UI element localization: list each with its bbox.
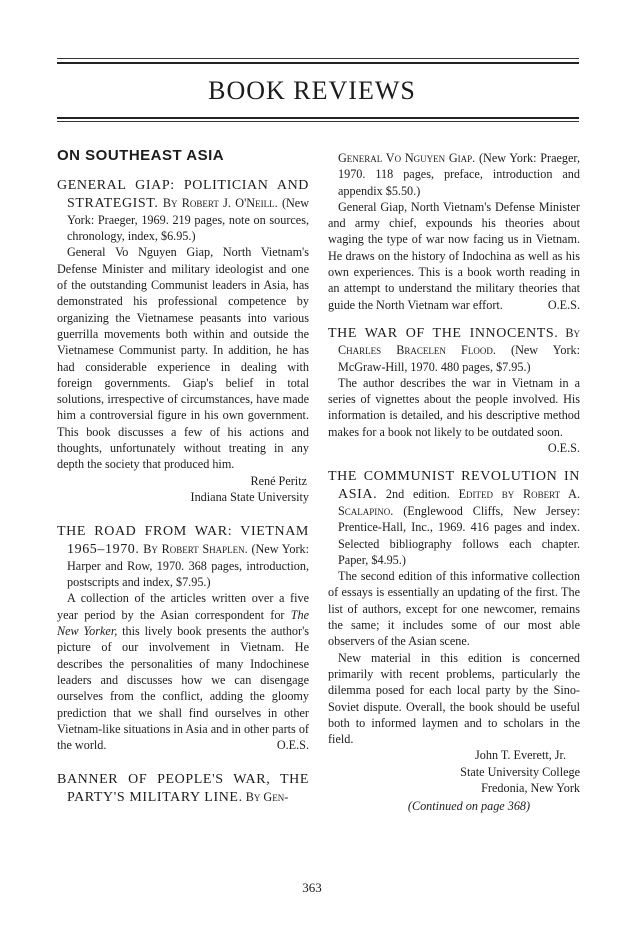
book-title: THE COMMUNIST REVOLUTION IN ASIA. — [328, 469, 580, 502]
left-column — [57, 147, 310, 806]
review-banner-continued — [328, 150, 580, 313]
review-citation — [57, 177, 309, 244]
review-body: General Giap, North Vietnam's Defense Minister and army chief, expounds his theories about waging the type of war now facing us in Vietnam. He draws on the history of Indochina as well as his own experiences. This is a book worth reading in an attempt to understand the military theories that guide the North Vietnam war effort. O.E.S. — [328, 199, 580, 312]
review-general-giap — [57, 177, 309, 505]
review-body-2: New material in this edition is concerned primarily with recent problems, particularly the dilemma posed for each local party by the Sino-Soviet dispute. Overall, the book should be useful both to informed laymen and to scholars in the field. — [328, 650, 580, 747]
reviewer-name: René Peritz — [250, 473, 307, 488]
publication-info: (New York: Harper and Row, 1970. 368 pages, introduction, postscripts and index, $7.95.) — [67, 541, 309, 590]
top-rule-2 — [57, 62, 579, 64]
review-communist-revolution — [328, 468, 580, 814]
continued-note: (Continued on page 368) — [407, 799, 531, 814]
book-author: Robert Shaplen. — [161, 541, 248, 556]
magazine-title: The New Yorker, — [57, 607, 309, 639]
by-label: By — [143, 541, 158, 556]
review-citation — [328, 325, 580, 375]
review-body-1: The second edition of this informative collection of essays is essentially an updating of the first. The list of authors, except for one newcomer, remains the same; it includes some of our most able observers of the Asian scene. — [328, 569, 580, 649]
review-body: General Vo Nguyen Giap, North Vietnam's Defense Minister and military ideologist and one of the outstanding Communist leaders in Asia, has demonstrated his professional competence by organizing the Vietnamese peasants into various guerrilla movements both within and outside the Vietnamese Communist party. In addition, he has had considerable experience in dealing with foreign governments. Giap's belief in total solutions, irrespective of circumstances, have made him a controversial figure in his own government. This book discusses a few of his actions and thoughts, unfortunately without treating in any depth the society that produced him. — [57, 245, 309, 472]
reviewer-affiliation: State University College — [460, 764, 580, 779]
bottom-rule-1 — [57, 117, 579, 119]
book-editor: Robert A. Scalapino. — [338, 486, 581, 518]
review-road-from-war — [57, 523, 309, 753]
review-body: The author describes the war in Vietnam in a series of vignettes about the people involved. His information is detailed, and his descriptive method makes for a book not likely to be outdated soon. O.E.S. — [328, 375, 580, 456]
publication-info: (New York: Praeger, 1970. 118 pages, preface, introduction and appendix $5.50.) — [338, 151, 581, 198]
reviewer-affiliation: Indiana State University — [190, 489, 309, 504]
reviewer-location: Fredonia, New York — [481, 780, 580, 795]
book-author: Gen- — [263, 789, 289, 804]
book-edition: 2nd edition. — [385, 486, 450, 501]
book-title: THE WAR OF THE INNOCENTS. — [328, 325, 559, 341]
publication-info: (New York: McGraw-Hill, 1970. 480 pages, $7.95.) — [338, 343, 580, 374]
edited-by-label: Edited by — [458, 486, 515, 501]
by-label: By — [162, 195, 178, 210]
review-citation — [328, 468, 580, 568]
book-title: THE ROAD FROM WAR: VIETNAM 1965–1970. — [57, 524, 309, 557]
publication-info: (New York: Praeger, 1969. 219 pages, note on sources, chronology, index, $6.95.) — [67, 195, 310, 244]
top-rule-1 — [57, 58, 579, 59]
section-heading: ON SOUTHEAST ASIA — [57, 147, 225, 164]
page-number: 363 — [302, 880, 322, 895]
page-title: BOOK REVIEWS — [208, 76, 416, 105]
book-author: Robert J. O'Neill. — [181, 195, 278, 210]
book-author: Charles Bracelen Flood. — [338, 343, 496, 358]
review-citation — [57, 523, 309, 590]
review-citation-start — [57, 771, 309, 806]
book-title: BANNER OF PEOPLE'S WAR, THE PARTY'S MILITARY LINE. — [57, 772, 309, 805]
by-label: By — [565, 325, 581, 340]
reviewer-name: John T. Everett, Jr. — [475, 748, 566, 763]
by-label: By — [245, 789, 261, 804]
right-column — [328, 150, 580, 827]
book-author-continued: General Vo Nguyen Giap. — [338, 151, 476, 165]
reviewer-initials: O.E.S. — [547, 441, 580, 456]
review-war-of-innocents — [328, 325, 580, 456]
publication-info: (Englewood Cliffs, New Jersey: Prentice-Hall, Inc., 1969. 416 pages and index. Selected bibliography follows each chapter. Paper, $4.95.) — [338, 503, 581, 567]
reviewer-initials: O.E.S. — [276, 738, 309, 753]
review-body: A collection of the articles written over a five year period by the Asian correspondent for The New Yorker, this lively book presents the author's picture of our involvement in Vietnam. He describes the personalities of many Indochinese leaders and discusses how we can disengage ourselves from the conflict, adding the gloomy prediction that we shall find ourselves in other Vietnam-like situations in Asia and in other parts of the world. O.E.S. — [57, 591, 310, 753]
review-citation-continued — [328, 150, 580, 199]
review-banner-peoples-war — [57, 771, 309, 806]
book-title: GENERAL GIAP: POLITICIAN AND STRATEGIST. — [57, 178, 309, 211]
reviewer-initials: O.E.S. — [547, 297, 580, 312]
bottom-rule-2 — [57, 121, 579, 122]
